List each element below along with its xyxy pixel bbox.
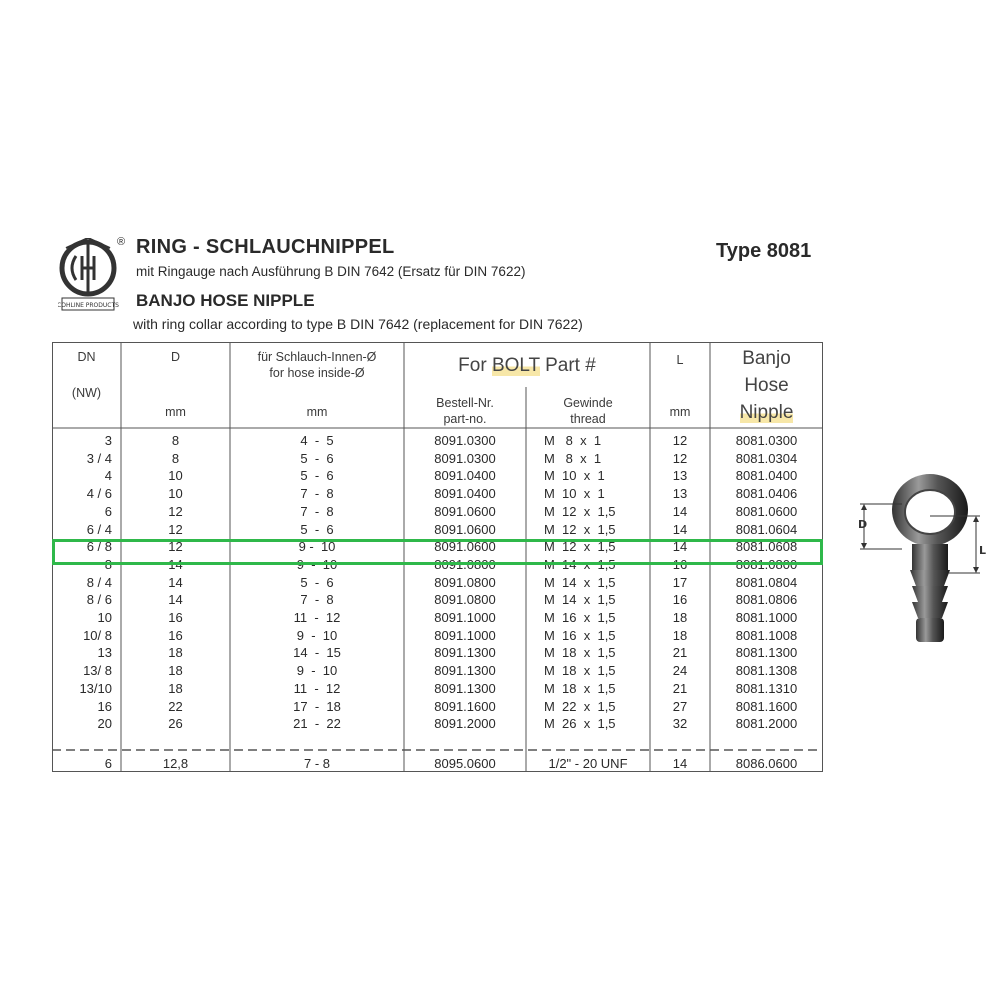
cell-nipple: 8081.1300	[735, 645, 798, 661]
cell-hose: 11 - 12	[293, 680, 341, 696]
cell-order: 8091.1000	[434, 610, 496, 625]
header-hose-unit: mm	[306, 405, 328, 419]
cell-thread: M 8 x 1	[544, 450, 602, 466]
cell-l: 12	[672, 450, 688, 466]
cell-nipple: 8081.0804	[735, 574, 798, 590]
cell-order: 8091.0600	[434, 539, 496, 555]
logo-text: COHLINE PRODUCTS	[58, 302, 119, 309]
header-dn: DN	[77, 350, 96, 364]
cell-thread: M 16 x 1,5	[544, 610, 616, 625]
cell-order: 8091.0400	[434, 468, 496, 484]
cell-hose: 17 - 18	[293, 698, 341, 714]
cell-l: 18	[672, 610, 688, 625]
cell-nipple: 8081.1310	[735, 680, 798, 696]
dimension-l-label: L	[979, 544, 987, 557]
cell-dn: 8 / 6	[86, 592, 112, 608]
cell-thread: M 12 x 1,5	[544, 521, 616, 537]
cell-hose: 5 - 6	[300, 468, 334, 484]
cell-hose: 4 - 5	[300, 433, 334, 448]
cell-d: 22	[168, 698, 183, 714]
cell-d: 18	[168, 663, 183, 679]
cell-thread: M 18 x 1,5	[544, 645, 616, 661]
cell-hose: 7 - 8	[300, 503, 334, 519]
cell-d: 16	[168, 610, 183, 625]
cell-d: 14	[168, 592, 183, 608]
cell-thread: M 12 x 1,5	[544, 503, 616, 519]
cell-thread: M 14 x 1,5	[544, 574, 616, 590]
cell-thread: M 12 x 1,5	[544, 539, 616, 555]
cell-order: 8091.0400	[434, 486, 496, 502]
header-thread-en: thread	[570, 412, 606, 426]
footer-nipple: 8086.0600	[735, 756, 798, 771]
cell-d: 10	[168, 486, 183, 502]
cell-thread: M 8 x 1	[544, 433, 602, 448]
cell-d: 8	[171, 433, 180, 448]
cell-nipple: 8081.0400	[735, 468, 798, 484]
cohline-logo	[58, 238, 126, 314]
header-banjo-3	[710, 402, 823, 424]
cell-l: 16	[672, 592, 688, 608]
cell-thread: M 18 x 1,5	[544, 680, 616, 696]
header-order-de: Bestell-Nr.	[436, 396, 494, 410]
footer-l: 14	[672, 756, 688, 771]
cell-thread: M 10 x 1	[544, 468, 605, 484]
cell-dn: 13	[97, 645, 112, 661]
cell-d: 14	[168, 574, 183, 590]
cell-d: 16	[168, 627, 183, 643]
cell-l: 27	[672, 698, 688, 714]
cell-l: 21	[672, 680, 688, 696]
cell-order: 8091.0600	[434, 503, 496, 519]
title-german: RING - SCHLAUCHNIPPEL	[136, 236, 395, 258]
footer-hose: 7 - 8	[303, 756, 330, 771]
cell-d: 12	[168, 539, 183, 555]
header-hose-en: for hose inside-Ø	[269, 366, 365, 380]
cell-dn: 13/10	[79, 680, 112, 696]
header-hose-de: für Schlauch-Innen-Ø	[257, 350, 377, 364]
cell-d: 8	[171, 450, 180, 466]
cell-nipple: 8081.0604	[735, 521, 798, 537]
cell-l: 14	[672, 503, 688, 519]
header-order-en: part-no.	[443, 412, 487, 426]
footer-d: 12,8	[162, 756, 189, 771]
subtitle-german: mit Ringauge nach Ausführung B DIN 7642 (Ersatz für DIN 7622)	[136, 264, 526, 279]
cell-order: 8091.0800	[434, 574, 496, 590]
cell-hose: 5 - 6	[300, 521, 334, 537]
cell-d: 12	[168, 521, 183, 537]
cell-hose: 9 - 10	[296, 663, 338, 679]
cell-l: 21	[672, 645, 688, 661]
cell-order: 8091.0800	[434, 592, 496, 608]
header-bolt-title-text: For BOLT Part #	[458, 355, 596, 376]
cell-l: 18	[672, 627, 688, 643]
bolt-highlight: BOLT	[491, 355, 540, 376]
cell-d: 12	[168, 503, 183, 519]
cell-order: 8091.0300	[434, 450, 496, 466]
cell-order: 8091.0600	[434, 521, 496, 537]
cell-hose: 9 - 10	[296, 627, 338, 643]
cell-nipple: 8081.1008	[735, 627, 798, 643]
title-english: BANJO HOSE NIPPLE	[136, 291, 315, 310]
cell-thread: M 16 x 1,5	[544, 627, 616, 643]
header-l: L	[676, 353, 684, 367]
cell-nipple: 8081.0300	[735, 433, 798, 448]
cell-dn: 3	[104, 433, 112, 448]
banjo-nipple-drawing	[840, 470, 990, 650]
cell-order: 8091.1000	[434, 627, 496, 643]
cell-thread: M 14 x 1,5	[544, 556, 616, 572]
cell-hose: 21 - 22	[293, 716, 341, 732]
cell-nipple: 8081.0304	[735, 450, 798, 466]
cell-nipple: 8081.0608	[735, 539, 798, 555]
registered-mark: ®	[117, 236, 126, 248]
cell-dn: 10/ 8	[83, 627, 112, 643]
cell-dn: 8	[104, 556, 112, 572]
type-label: Type 8081	[716, 240, 812, 262]
footer-thread: 1/2" - 20 UNF	[548, 756, 628, 771]
header-banjo-1: Banjo	[742, 348, 791, 369]
cell-l: 32	[672, 716, 688, 732]
header-l-unit: mm	[669, 405, 691, 419]
cell-l: 16	[672, 556, 688, 572]
cell-l: 17	[672, 574, 688, 590]
cell-d: 10	[168, 468, 183, 484]
cell-hose: 7 - 8	[300, 486, 334, 502]
cell-dn: 6	[104, 503, 112, 519]
cell-hose: 7 - 8	[300, 592, 334, 608]
footer-order: 8095.0600	[434, 756, 496, 771]
cell-d: 26	[168, 716, 183, 732]
cell-nipple: 8081.1308	[735, 663, 798, 679]
cell-thread: M 26 x 1,5	[544, 716, 616, 732]
cell-hose: 5 - 6	[300, 450, 334, 466]
cell-nipple: 8081.2000	[735, 716, 798, 732]
cell-hose: 11 - 12	[293, 610, 341, 625]
cell-thread: M 10 x 1	[544, 486, 605, 502]
cell-dn: 8 / 4	[86, 574, 112, 590]
cell-order: 8091.0300	[434, 433, 496, 448]
cell-l: 14	[672, 539, 688, 555]
cell-dn: 13/ 8	[83, 663, 112, 679]
header-bolt-title	[404, 355, 650, 377]
cell-nipple: 8081.0406	[735, 486, 798, 502]
header-banjo-3-text: Nipple	[739, 402, 794, 423]
header-banjo-2: Hose	[744, 375, 789, 396]
cell-order: 8091.1300	[434, 680, 496, 696]
subtitle-english: with ring collar according to type B DIN 7642 (replacement for DIN 7622)	[133, 316, 583, 332]
cell-order: 8091.1600	[434, 698, 496, 714]
footer-dn: 6	[104, 756, 112, 771]
cell-hose: 14 - 15	[293, 645, 341, 661]
cell-hose: 9 - 10	[296, 556, 338, 572]
cell-nipple: 8081.0806	[735, 592, 798, 608]
cell-dn: 16	[97, 698, 112, 714]
cell-dn: 10	[97, 610, 112, 625]
cell-nipple: 8081.0600	[735, 503, 798, 519]
cell-l: 13	[672, 486, 688, 502]
cell-dn: 20	[97, 716, 112, 732]
header-nw: (NW)	[71, 386, 102, 400]
header-d-unit: mm	[165, 405, 186, 419]
cell-d: 14	[168, 556, 183, 572]
dimension-d-label: D	[858, 518, 868, 531]
cell-nipple: 8081.1600	[735, 698, 798, 714]
cell-thread: M 14 x 1,5	[544, 592, 616, 608]
cell-nipple: 8081.0800	[735, 556, 798, 572]
cell-l: 13	[672, 468, 688, 484]
cell-dn: 6 / 4	[86, 521, 112, 537]
cell-dn: 6 / 8	[86, 539, 112, 555]
cell-thread: M 18 x 1,5	[544, 663, 616, 679]
cell-hose: 5 - 6	[300, 574, 334, 590]
cell-thread: M 22 x 1,5	[544, 698, 616, 714]
cell-nipple: 8081.1000	[735, 610, 798, 625]
cell-dn: 4	[104, 468, 112, 484]
highlighted-row-frame	[52, 539, 823, 565]
header-thread-de: Gewinde	[563, 396, 613, 410]
cell-l: 24	[672, 663, 688, 679]
cell-order: 8091.1300	[434, 663, 496, 679]
cell-d: 18	[168, 645, 183, 661]
header-d: D	[170, 350, 181, 364]
cell-l: 12	[672, 433, 688, 448]
cell-dn: 4 / 6	[86, 486, 112, 502]
cell-order: 8091.1300	[434, 645, 496, 661]
cell-order: 8091.0800	[434, 556, 496, 572]
cell-order: 8091.2000	[434, 716, 496, 732]
cell-hose: 9 - 10	[298, 539, 336, 555]
cell-l: 14	[672, 521, 688, 537]
cell-d: 18	[168, 680, 183, 696]
cell-dn: 3 / 4	[86, 450, 112, 466]
